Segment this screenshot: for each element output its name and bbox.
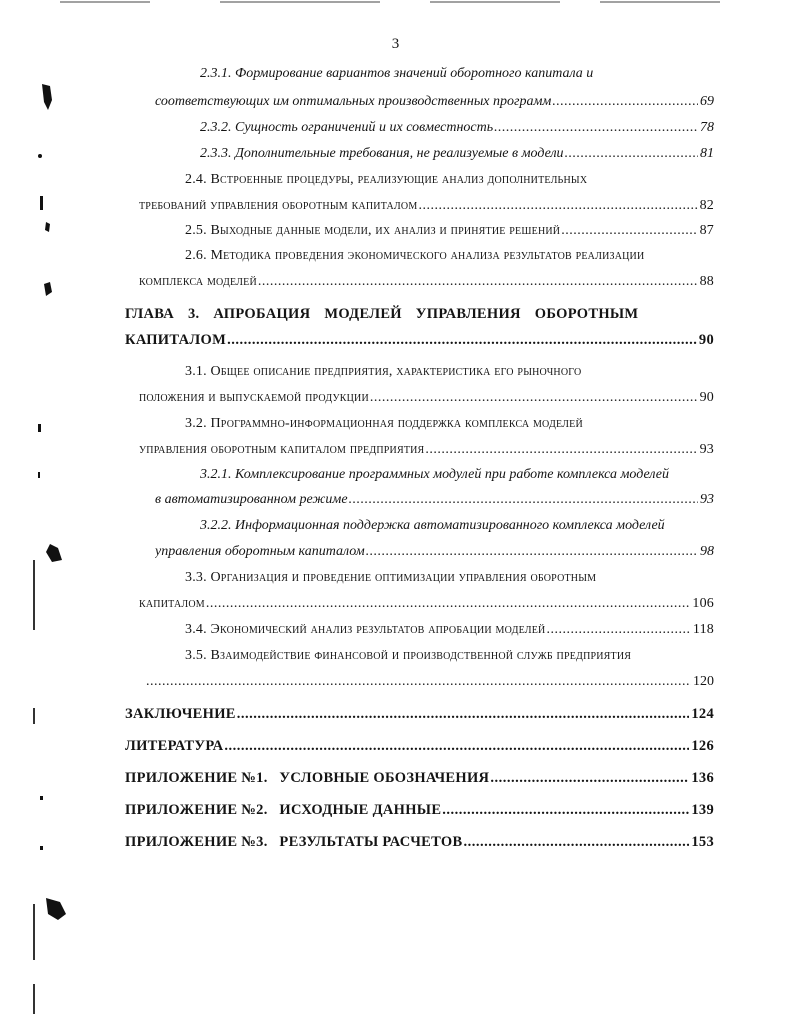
toc-entry-3-5-line1[interactable] — [185, 646, 710, 666]
toc-chapter-title: ЗАКЛЮЧЕНИЕ — [125, 706, 236, 722]
toc-chapter-title: ПРИЛОЖЕНИЕ №3. РЕЗУЛЬТАТЫ РАСЧЕТОВ — [125, 834, 463, 850]
toc-entry-2-4-line2[interactable] — [139, 196, 714, 216]
toc-page-number: 90 — [698, 332, 714, 348]
toc-page-number: 78 — [700, 120, 714, 135]
toc-entry-3-2-2-line2[interactable] — [155, 542, 714, 562]
toc-page-number: 124 — [691, 706, 714, 722]
toc-page-number: 118 — [692, 622, 714, 637]
toc-entry-title: 2.3.2. Сущность ограничений и их совместность — [200, 120, 494, 135]
toc-chapter-3-line2[interactable] — [125, 330, 714, 350]
toc-entry-2-3-1-line1[interactable] — [200, 64, 720, 84]
toc-page-number: 81 — [700, 146, 714, 161]
dot-leader — [237, 704, 690, 724]
toc-entry-title: управления оборотным капиталом предприятия — [139, 442, 425, 457]
dot-leader — [227, 330, 697, 350]
dot-leader — [146, 672, 691, 692]
toc-entry-title: 2.3.3. Дополнительные требования, не реализуемые в модели — [200, 146, 564, 161]
toc-entry-3-2-line1[interactable] — [185, 414, 705, 434]
toc-chapter-title: ПРИЛОЖЕНИЕ №1. УСЛОВНЫЕ ОБОЗНАЧЕНИЯ — [125, 770, 490, 786]
toc-entry-title: 2.5. Выходные данные модели, их анализ и принятие решений — [185, 223, 561, 238]
dot-leader — [561, 221, 697, 241]
scan-margin-specks — [0, 0, 80, 1024]
toc-page-number: 87 — [699, 223, 714, 238]
dot-leader — [494, 118, 698, 138]
toc-entry-2-4-line1[interactable] — [185, 170, 705, 190]
toc-page-number: 90 — [699, 390, 714, 405]
toc-entry-3-4[interactable] — [185, 620, 714, 640]
toc-entry-title: 3.3. Организация и проведение оптимизации управления оборотным — [185, 570, 597, 585]
toc-chapter-title: ЛИТЕРАТУРА — [125, 738, 224, 754]
toc-page-number: 120 — [693, 674, 714, 689]
toc-page-number: 139 — [691, 802, 714, 818]
toc-page-number: 136 — [691, 770, 714, 786]
toc-entry-2-3-2[interactable] — [200, 118, 714, 138]
toc-entry-3-3-line2[interactable] — [139, 594, 714, 614]
toc-page-number: 69 — [700, 94, 714, 109]
toc-chapter-title: КАПИТАЛОМ — [125, 332, 227, 348]
toc-conclusion[interactable] — [125, 704, 714, 724]
scan-top-edge — [0, 0, 791, 6]
toc-entry-title: требований управления оборотным капиталом — [139, 198, 418, 213]
toc-entry-title: положения и выпускаемой продукции — [139, 390, 369, 405]
dot-leader — [552, 92, 698, 112]
toc-page-number: 126 — [691, 738, 714, 754]
dot-leader — [546, 620, 690, 640]
toc-bibliography[interactable] — [125, 736, 714, 756]
toc-page-number: 106 — [692, 596, 714, 611]
toc-entry-3-5-line2[interactable] — [145, 672, 714, 692]
dot-leader — [425, 440, 697, 460]
toc-appendix-1[interactable] — [125, 768, 714, 788]
toc-entry-3-3-line1[interactable] — [185, 568, 705, 588]
toc-appendix-3[interactable] — [125, 832, 714, 852]
toc-entry-title: комплекса моделей — [139, 274, 257, 289]
toc-page-number: 98 — [700, 544, 714, 559]
toc-appendix-2[interactable] — [125, 800, 714, 820]
toc-page-number: 88 — [699, 274, 714, 289]
dot-leader — [490, 768, 689, 788]
toc-entry-title: 2.4. Встроенные процедуры, реализующие анализ дополнительных — [185, 172, 588, 187]
toc-entry-2-5[interactable] — [185, 221, 714, 241]
toc-entry-title: 3.2.1. Комплексирование программных модулей при работе комплекса моделей — [200, 467, 669, 482]
toc-page-number: 153 — [691, 834, 714, 850]
dot-leader — [206, 594, 691, 614]
toc-entry-title: 3.4. Экономический анализ результатов апробации моделей — [185, 622, 546, 637]
toc-entry-2-3-1-line2[interactable] — [155, 92, 714, 112]
toc-entry-title: 2.3.1. Формирование вариантов значений оборотного капитала и — [200, 66, 594, 81]
toc-page-number: 93 — [699, 442, 714, 457]
toc-entry-3-2-1-line2[interactable] — [155, 490, 714, 510]
toc-entry-title: соответствующих им оптимальных производственных программ — [155, 94, 552, 109]
page-number: 3 — [391, 36, 400, 52]
toc-chapter-title: ПРИЛОЖЕНИЕ №2. ИСХОДНЫЕ ДАННЫЕ — [125, 802, 442, 818]
dot-leader — [258, 272, 698, 292]
toc-entry-title: 3.5. Взаимодействие финансовой и производственной служб предприятия — [185, 648, 632, 663]
toc-entry-title: капиталом — [139, 596, 205, 611]
dot-leader — [463, 832, 689, 852]
dot-leader — [224, 736, 689, 756]
toc-page-number: 93 — [700, 492, 714, 507]
toc-page-number: 82 — [699, 198, 714, 213]
dot-leader — [418, 196, 697, 216]
toc-entry-title: 3.1. Общее описание предприятия, характеристика его рыночного — [185, 364, 582, 379]
toc-entry-3-1-line1[interactable] — [185, 362, 705, 382]
toc-entry-3-2-1-line1[interactable] — [200, 465, 715, 485]
toc-chapter-3-line1[interactable] — [125, 304, 685, 324]
toc-entry-3-2-2-line1[interactable] — [200, 516, 715, 536]
toc-entry-3-1-line2[interactable] — [139, 388, 714, 408]
toc-entry-title: управления оборотным капиталом — [155, 544, 365, 559]
toc-entry-2-3-3[interactable] — [200, 144, 714, 164]
toc-entry-3-2-line2[interactable] — [139, 440, 714, 460]
dot-leader — [349, 490, 698, 510]
dot-leader — [370, 388, 698, 408]
dot-leader — [442, 800, 689, 820]
toc-entry-title: 3.2. Программно-информационная поддержка комплекса моделей — [185, 416, 583, 431]
toc-entry-2-6-line2[interactable] — [139, 272, 714, 292]
toc-entry-title: 2.6. Методика проведения экономического анализа результатов реализации — [185, 248, 645, 263]
toc-entry-title: 3.2.2. Информационная поддержка автоматизированного комплекса моделей — [200, 518, 665, 533]
toc-entry-title: в автоматизированном режиме — [155, 492, 348, 507]
dot-leader — [565, 144, 698, 164]
toc-entry-2-6-line1[interactable] — [185, 246, 715, 266]
toc-chapter-title: ГЛАВА 3. АПРОБАЦИЯ МОДЕЛЕЙ УПРАВЛЕНИЯ ОБОРОТНЫМ — [125, 306, 639, 322]
dot-leader — [366, 542, 698, 562]
